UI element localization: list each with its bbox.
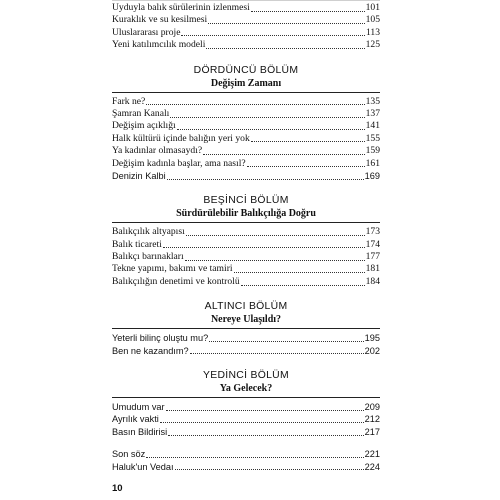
dot-leader — [166, 410, 364, 411]
toc-entry-title: Değişim açıklığı — [112, 120, 176, 132]
toc-entry-page: 174 — [365, 238, 380, 250]
dot-leader — [209, 341, 363, 342]
dot-leader — [186, 235, 365, 236]
toc-entry-page: 141 — [365, 120, 380, 132]
dot-leader — [175, 469, 364, 470]
toc-entry-page: 137 — [365, 107, 380, 119]
toc-entry-page: 159 — [365, 145, 380, 157]
toc-entry-page: 125 — [365, 39, 380, 51]
toc-entry — [112, 263, 380, 275]
toc-entry — [112, 145, 380, 157]
section-subtitle: Ya Gelecek? — [219, 383, 273, 395]
toc-entry-title: Basın Bildirisi — [112, 426, 168, 437]
toc-section — [112, 195, 380, 288]
dot-leader — [168, 435, 364, 436]
toc-entry — [112, 448, 380, 460]
toc-entry-title: Balıkçı barınakları — [112, 251, 184, 263]
toc-entry-page: 105 — [365, 14, 380, 26]
toc-entry-page: 155 — [365, 132, 380, 144]
section-rule — [112, 328, 380, 329]
toc-entry-title: Değişim kadınla başlar, ama nasıl? — [112, 157, 246, 169]
dot-leader — [146, 457, 363, 458]
section-heading: BEŞİNCİ BÖLÜM — [203, 195, 289, 207]
toc-entry-title: Denizin Kalbi — [112, 170, 166, 181]
section-heading: ALTINCI BÖLÜM — [204, 301, 288, 313]
toc-section — [112, 301, 380, 357]
toc-entry — [112, 133, 380, 145]
dot-leader — [206, 48, 364, 49]
toc-entry-page: 173 — [365, 226, 380, 238]
toc-entry — [112, 276, 380, 288]
toc-entry — [112, 96, 380, 108]
dot-leader — [170, 117, 364, 118]
toc-section — [112, 65, 380, 183]
dot-leader — [251, 11, 365, 12]
toc-entry-page: 181 — [365, 263, 380, 275]
toc-entry-page: 217 — [364, 426, 380, 437]
dot-leader — [247, 166, 365, 167]
toc-entry — [112, 120, 380, 132]
toc-entry-title: Kuraklık ve su kesilmesi — [112, 14, 208, 26]
section-subtitle: Sürdürülebilir Balıkçılığa Doğru — [176, 208, 316, 220]
toc-entry-title: Fark ne? — [112, 95, 146, 107]
toc-entry — [112, 170, 380, 182]
section-heading: YEDİNCİ BÖLÜM — [203, 370, 289, 382]
toc-entry-title: Ya kadınlar olmasaydı? — [112, 145, 203, 157]
table-of-contents — [112, 2, 380, 473]
toc-entry — [112, 332, 380, 344]
toc-entry — [112, 39, 380, 51]
section-rule — [112, 92, 380, 93]
toc-entry-title: Uyduyla balık sürülerinin izlenmesi — [112, 2, 250, 13]
dot-leader — [181, 35, 364, 36]
toc-entry-page: 195 — [364, 333, 380, 344]
toc-entry-title: Balıkçılık altyapısı — [112, 226, 185, 238]
toc-entry-title: Uluslararası proje — [112, 26, 181, 38]
toc-entry-title: Şamran Kanalı — [112, 107, 170, 119]
toc-entry — [112, 239, 380, 251]
toc-entry-title: Halk kültürü içinde balığın yeri yok — [112, 132, 250, 144]
spacer — [112, 438, 380, 448]
toc-entry-title: Haluk'un Vedaı — [112, 461, 174, 472]
dot-leader — [234, 272, 365, 273]
toc-entry — [112, 108, 380, 120]
dot-leader — [177, 129, 365, 130]
toc-entry-page: 209 — [364, 402, 380, 413]
toc-entry-page: 212 — [364, 414, 380, 425]
top-rule — [112, 0, 380, 1]
dot-leader — [208, 23, 364, 24]
toc-entry-title: Yeterli bilinç oluştu mu? — [112, 333, 209, 344]
toc-section — [112, 370, 380, 438]
toc-entry-page: 113 — [365, 26, 380, 38]
toc-entry — [112, 345, 380, 357]
toc-entry-title: Ben ne kazandım? — [112, 345, 189, 356]
toc-entry — [112, 426, 380, 438]
toc-entry — [112, 226, 380, 238]
toc-entry-page: 135 — [365, 95, 380, 107]
dot-leader — [185, 260, 365, 261]
toc-entry — [112, 413, 380, 425]
toc-entry — [112, 2, 380, 14]
toc-entry-page: 101 — [365, 2, 380, 13]
toc-entry-title: Son söz — [112, 449, 146, 460]
dot-leader — [241, 285, 365, 286]
toc-entry — [112, 27, 380, 39]
toc-entry — [112, 14, 380, 26]
toc-entry — [112, 158, 380, 170]
toc-entry-page: 161 — [365, 157, 380, 169]
toc-entry — [112, 401, 380, 413]
toc-entry-title: Umudum var — [112, 402, 165, 413]
toc-entry-title: Balıkçılığın denetimi ve kontrolü — [112, 275, 240, 287]
dot-leader — [163, 247, 365, 248]
section-subtitle: Değişim Zamanı — [210, 77, 282, 89]
toc-entry-title: Ayrılık vakti — [112, 414, 159, 425]
dot-leader — [190, 353, 364, 354]
dot-leader — [203, 154, 364, 155]
section-subtitle: Nereye Ulaşıldı? — [210, 314, 282, 326]
toc-entry-page: 224 — [364, 461, 380, 472]
toc-entry-title: Tekne yapımı, bakımı ve tamiri — [112, 263, 233, 275]
dot-leader — [251, 141, 365, 142]
dot-leader — [160, 422, 364, 423]
toc-entry-page: 169 — [364, 170, 380, 181]
toc-entry-title: Balık ticareti — [112, 238, 162, 250]
dot-leader — [146, 104, 364, 105]
toc-entry-page: 202 — [364, 345, 380, 356]
toc-entry — [112, 251, 380, 263]
page-number: 10 — [112, 483, 123, 494]
section-rule — [112, 397, 380, 398]
section-rule — [112, 222, 380, 223]
toc-entry-page: 184 — [365, 275, 380, 287]
toc-entry-page: 221 — [364, 449, 380, 460]
toc-entry — [112, 461, 380, 473]
toc-entry-title: Yeni katılımcılık modeli — [112, 39, 206, 51]
dot-leader — [167, 179, 364, 180]
toc-entry-page: 177 — [365, 251, 380, 263]
section-heading: DÖRDÜNCÜ BÖLÜM — [193, 64, 299, 76]
